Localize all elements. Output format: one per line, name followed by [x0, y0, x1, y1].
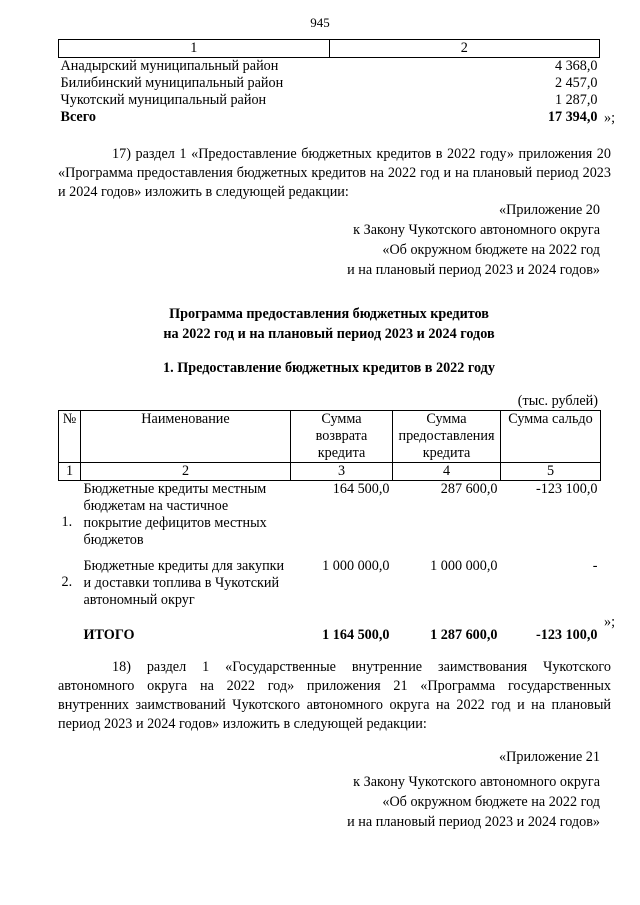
row-name: Бюджетные кредиты местным бюджетам на частичное покрытие дефицитов местных бюджетов [83, 481, 267, 548]
table-row [59, 58, 600, 76]
provide-amount: 1 000 000,0 [430, 558, 498, 574]
districts-table [58, 39, 600, 126]
saldo-amount: - [592, 558, 598, 574]
appendix-line: и на плановый период 2023 и 2024 годов» [347, 814, 600, 830]
appendix-20-header [347, 200, 600, 280]
total-label: Всего [60, 109, 96, 125]
total-value: 17 394,0 [547, 109, 598, 125]
total-label: ИТОГО [83, 627, 135, 643]
appendix-line: «Приложение 20 [499, 202, 600, 218]
column-header: 1 [59, 40, 330, 58]
column-header: Сумма сальдо [501, 411, 601, 463]
total-provide: 1 287 600,0 [430, 627, 498, 643]
row-number: 1. [61, 513, 73, 530]
appendix-line: и на плановый период 2023 и 2024 годов» [347, 262, 600, 278]
section-title: 1. Предоставление бюджетных кредитов в 2022 году [163, 360, 495, 376]
program-title [58, 304, 600, 344]
column-header: № [59, 411, 81, 463]
column-header: Сумма возврата кредита [291, 411, 393, 463]
page-number: 945 [310, 15, 330, 30]
paragraph-17: 17) раздел 1 «Предоставление бюджетных кредитов в 2022 году» приложения 20 «Программа предоставления бюджетных кредитов на 2022 год и на плановый период 2023 и 2024 годов» изложить в следующей редакции: [58, 146, 611, 200]
table-header-row [59, 40, 600, 58]
table-row [59, 92, 600, 109]
column-index: 5 [501, 463, 601, 481]
return-amount: 1 000 000,0 [322, 558, 390, 574]
total-row [59, 109, 600, 126]
paragraph-18: 18) раздел 1 «Государственные внутренние заимствования Чукотского автономного округа на 2022 год» приложения 21 «Программа государственных внутренних заимствований Чукотского автономного округа на 2022 год и на плановый период 2023 и 2024 годов» изложить в следующей редакции: [58, 659, 611, 732]
appendix-21-header [347, 772, 600, 832]
row-number: 2. [61, 573, 73, 590]
district-value: 4 368,0 [554, 58, 598, 74]
saldo-amount: -123 100,0 [536, 481, 598, 497]
appendix-line: «Об окружном бюджете на 2022 год [382, 794, 600, 810]
quote-close: »; [604, 110, 616, 126]
title-line: на 2022 год и на плановый период 2023 и 2024 годов [163, 326, 495, 342]
column-header: 2 [329, 40, 599, 58]
units-label: (тыс. рублей) [517, 393, 598, 409]
column-header: Сумма предоставления кредита [393, 411, 501, 463]
return-amount: 164 500,0 [332, 481, 390, 497]
district-value: 2 457,0 [554, 75, 598, 91]
table-row [59, 549, 601, 609]
column-index-row [59, 463, 601, 481]
total-saldo: -123 100,0 [536, 627, 598, 643]
total-row [59, 609, 601, 644]
total-return: 1 164 500,0 [322, 627, 390, 643]
column-index: 4 [393, 463, 501, 481]
appendix-line: «Об окружном бюджете на 2022 год [382, 242, 600, 258]
district-name: Анадырский муниципальный район [60, 58, 279, 74]
appendix-line: к Закону Чукотского автономного округа [353, 774, 600, 790]
district-name: Билибинский муниципальный район [60, 75, 284, 91]
table-row [59, 481, 601, 550]
appendix-21-title: «Приложение 21 [499, 749, 600, 765]
table-row [59, 75, 600, 92]
column-index: 2 [81, 463, 291, 481]
title-line: Программа предоставления бюджетных кредитов [169, 306, 489, 322]
column-index: 1 [59, 463, 81, 481]
appendix-line: к Закону Чукотского автономного округа [353, 222, 600, 238]
district-name: Чукотский муниципальный район [60, 92, 267, 108]
column-index: 3 [291, 463, 393, 481]
provide-amount: 287 600,0 [440, 481, 498, 497]
quote-close: »; [604, 614, 616, 630]
table-header-row [59, 411, 601, 463]
district-value: 1 287,0 [554, 92, 598, 108]
row-name: Бюджетные кредиты для закупки и доставки топлива в Чукотский автономный округ [83, 558, 285, 608]
credits-table [58, 410, 601, 644]
column-header: Наименование [81, 411, 291, 463]
